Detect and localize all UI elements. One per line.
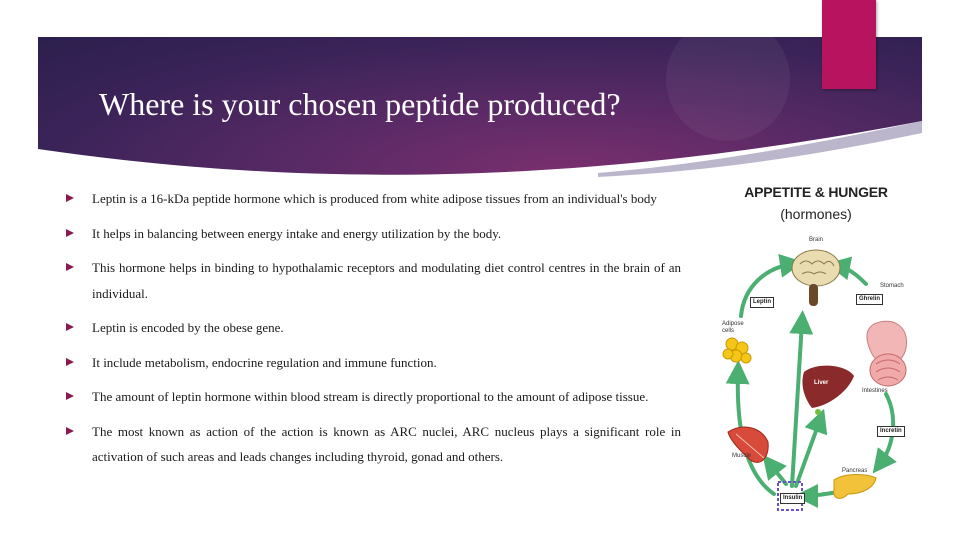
insulin-label: Insulin	[780, 493, 805, 504]
bullet-item	[66, 419, 681, 470]
bullet-text: It helps in balancing between energy intake and energy utilization by the body.	[92, 225, 502, 241]
adipose-label: Adipose cells	[722, 321, 744, 334]
brain-label: Brain	[809, 237, 824, 243]
liver-label: Liver	[814, 380, 829, 386]
bullet-text: The amount of leptin hormone within blood stream is directly proportional to the amount of adipose tissue.	[92, 389, 649, 404]
pancreas-icon	[834, 475, 876, 499]
bullet-text: This hormone helps in binding to hypothalamic receptors and modulating diet control centres in the brain of an individual.	[92, 260, 681, 301]
bullet-list	[66, 186, 681, 479]
adipose-cells-icon	[723, 338, 751, 363]
bullet-text: Leptin is a 16-kDa peptide hormone which is produced from white adipose tissues from an individual's body	[92, 191, 657, 206]
bullet-text: It include metabolism, endocrine regulation and immune function.	[92, 354, 437, 370]
accent-tab	[822, 0, 876, 89]
bullet-item	[66, 384, 681, 410]
liver-icon	[802, 366, 854, 415]
brain-icon	[792, 250, 840, 306]
bullet-item	[66, 315, 681, 341]
muscle-label: Muscle	[732, 453, 752, 459]
incretin-label: Incretin	[877, 426, 905, 437]
hormone-cycle-diagram	[696, 176, 936, 522]
pancreas-label: Pancreas	[842, 468, 868, 474]
intestines-icon	[870, 354, 906, 386]
leptin-label: Leptin	[750, 297, 774, 308]
figure-subtitle: (hormones)	[780, 206, 852, 222]
ghrelin-label: Ghrelin	[856, 294, 883, 305]
stomach-label: Stomach	[880, 283, 904, 289]
triangle-bullet-icon	[66, 427, 74, 435]
bullet-item	[66, 255, 681, 306]
triangle-bullet-icon	[66, 263, 74, 271]
triangle-bullet-icon	[66, 358, 74, 366]
intestines-label: Intestines	[862, 388, 888, 394]
figure-title: APPETITE & HUNGER	[744, 184, 888, 200]
appetite-hormones-figure	[696, 176, 936, 522]
slide-title: Where is your chosen peptide produced?	[99, 86, 621, 122]
triangle-bullet-icon	[66, 194, 74, 202]
bullet-item	[66, 186, 681, 212]
bullet-text: The most known as action of the action is known as ARC nuclei, ARC nucleus plays a significant role in activation of such areas and leads changes including thyroid, gonad and others.	[92, 423, 681, 464]
bullet-item	[66, 350, 681, 376]
bullet-item	[66, 221, 681, 247]
triangle-bullet-icon	[66, 229, 74, 237]
triangle-bullet-icon	[66, 392, 74, 400]
triangle-bullet-icon	[66, 323, 74, 331]
bullet-text: Leptin is encoded by the obese gene.	[92, 320, 284, 335]
